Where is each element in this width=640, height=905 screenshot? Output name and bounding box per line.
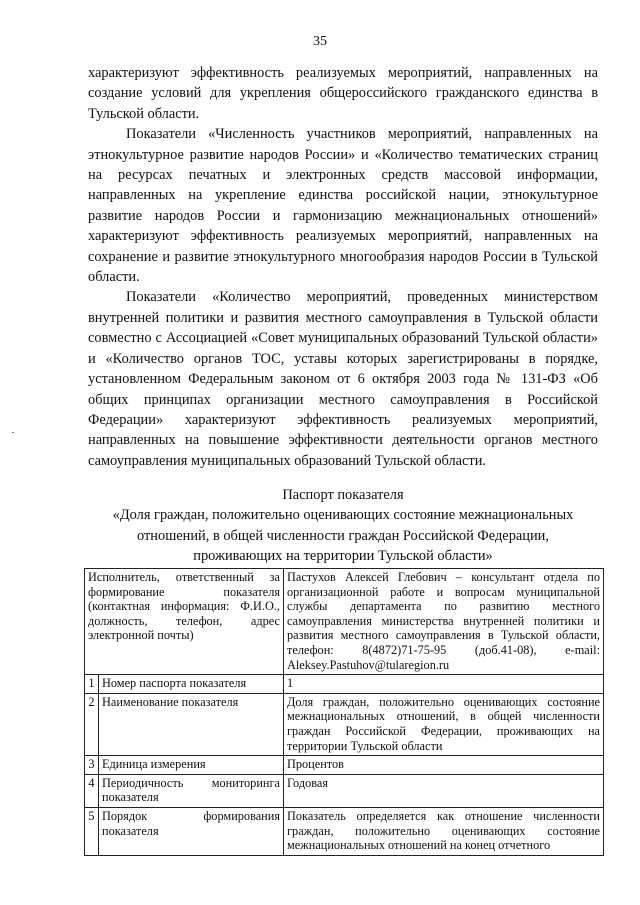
passport-heading <box>88 485 598 567</box>
row-value: 1 <box>284 675 604 694</box>
paragraph-self-government-indicators: Показатели «Количество мероприятий, проведенных министерством внутренней политики и развития местного самоуправления в Тульской области совместно с Ассоциацией «Совет муниципальных образований Тульской области» и «Количество органов ТОС, уставы которых зарегистрированы в порядке, установленном Федеральным законом от 6 октября 2003 года № 131-ФЗ «Об общих принципах организации местного самоуправления в Российской Федерации» характеризуют эффективность реализуемых мероприятий, направленных на повышение эффективности деятельности органов местного самоуправления муниципальных образований Тульской области. <box>88 289 598 469</box>
table-row <box>85 675 604 694</box>
row-label: Номер паспорта показателя <box>99 675 284 694</box>
body-text <box>88 63 598 471</box>
table-row <box>85 807 604 855</box>
table-row <box>85 693 604 755</box>
passport-table <box>84 568 604 856</box>
row-number: 4 <box>85 774 99 807</box>
table-row <box>85 756 604 775</box>
paragraph-ethnocultural-indicators: Показатели «Численность участников мероприятий, направленных на этнокультурное развитие народов России» и «Количество тематических страниц на ресурсах печатных и электронных средств массовой информации, направленных на укрепление единства российской нации, этнокультурное развитие народов России и гармонизацию межнациональных отношений» характеризуют эффективность реализуемых мероприятий, направленных на сохранение и развитие этнокультурного многообразия народов России в Тульской области. <box>88 126 598 286</box>
row-number: 3 <box>85 756 99 775</box>
table-row <box>85 569 604 675</box>
page-number: 35 <box>313 34 327 49</box>
table-row <box>85 774 604 807</box>
passport-subtitle-line: отношений, в общей численности граждан Российской Федерации, <box>137 527 549 544</box>
row-value: Годовая <box>284 774 604 807</box>
row-value: Доля граждан, положительно оценивающих состояние межнациональных отношений, в общей численности граждан Российской Федерации, проживающих на территории Тульской области <box>284 693 604 755</box>
margin-mark <box>12 432 14 433</box>
passport-title: Паспорт показателя <box>282 487 404 503</box>
passport-subtitle-line: проживающих на территории Тульской области» <box>193 548 493 565</box>
row-number: 1 <box>85 675 99 694</box>
row-label: Порядок формирования показателя <box>99 807 284 855</box>
passport-subtitle-line: «Доля граждан, положительно оценивающих состояние межнациональных <box>112 507 574 524</box>
row-number: 5 <box>85 807 99 855</box>
row-value: Процентов <box>284 756 604 775</box>
row-label: Периодичность мониторинга показателя <box>99 774 284 807</box>
row-value: Показатель определяется как отношение численности граждан, положительно оценивающих состояние межнациональных отношений на конец отчетного <box>284 807 604 855</box>
executor-label: Исполнитель, ответственный за формирование показателя (контактная информация: Ф.И.О., должность, телефон, адрес электронной почты) <box>85 569 284 675</box>
row-label: Наименование показателя <box>99 693 284 755</box>
executor-value: Пастухов Алексей Глебович – консультант отдела по организационной работе и вопросам муниципальной службы департамента по развитию местного самоуправления министерства внутренней политики и развития местного самоуправления в Тульской области, телефон: 8(4872)71-75-95 (доб.41-08), e-mail: Aleksey.Pastuhov@tularegion.ru <box>284 569 604 675</box>
row-label: Единица измерения <box>99 756 284 775</box>
row-number: 2 <box>85 693 99 755</box>
paragraph-continuation: характеризуют эффективность реализуемых мероприятий, направленных на создание условий для укрепления общероссийского гражданского единства в Тульской области. <box>88 65 598 122</box>
